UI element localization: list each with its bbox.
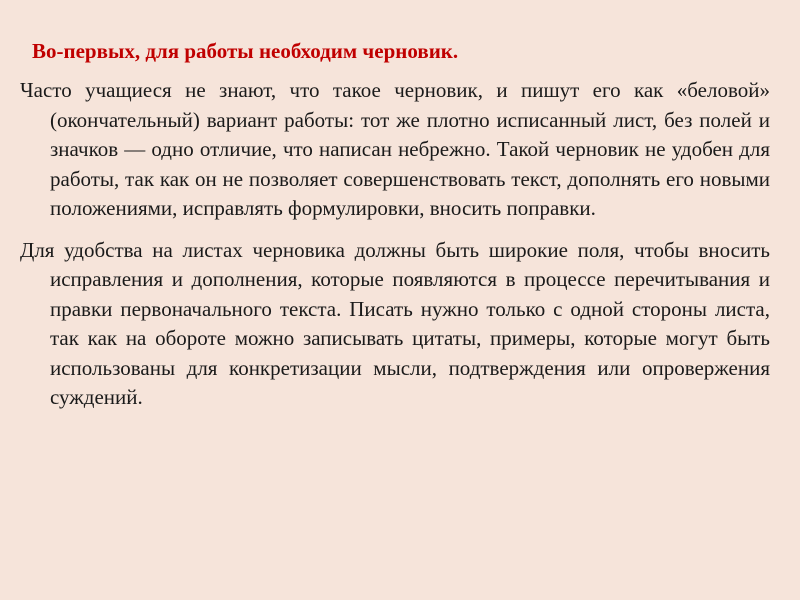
slide-heading: Во-первых, для работы необходим черновик. [32,39,459,63]
paragraph-draft-problem: Часто учащиеся не знают, что такое черновик, и пишут его как «беловой» (окончательный) вариант работы: тот же плотно исписанный лист, без полей и значков — одно отличие, что написан небрежно. Такой черновик не удобен для работы, так как он не позволяет совершенствовать текст, дополнять его новыми положениями, исправлять формулировки, вносить поправки. [20,78,770,220]
paragraph-draft-advice: Для удобства на листах черновика должны быть широкие поля, чтобы вносить исправления и дополнения, которые появляются в процессе перечитывания и правки первоначального текста. Писать нужно только с одной стороны листа, так как на обороте можно записывать цитаты, примеры, которые могут быть использованы для конкретизации мысли, подтверждения или опровержения суждений. [20,237,770,409]
